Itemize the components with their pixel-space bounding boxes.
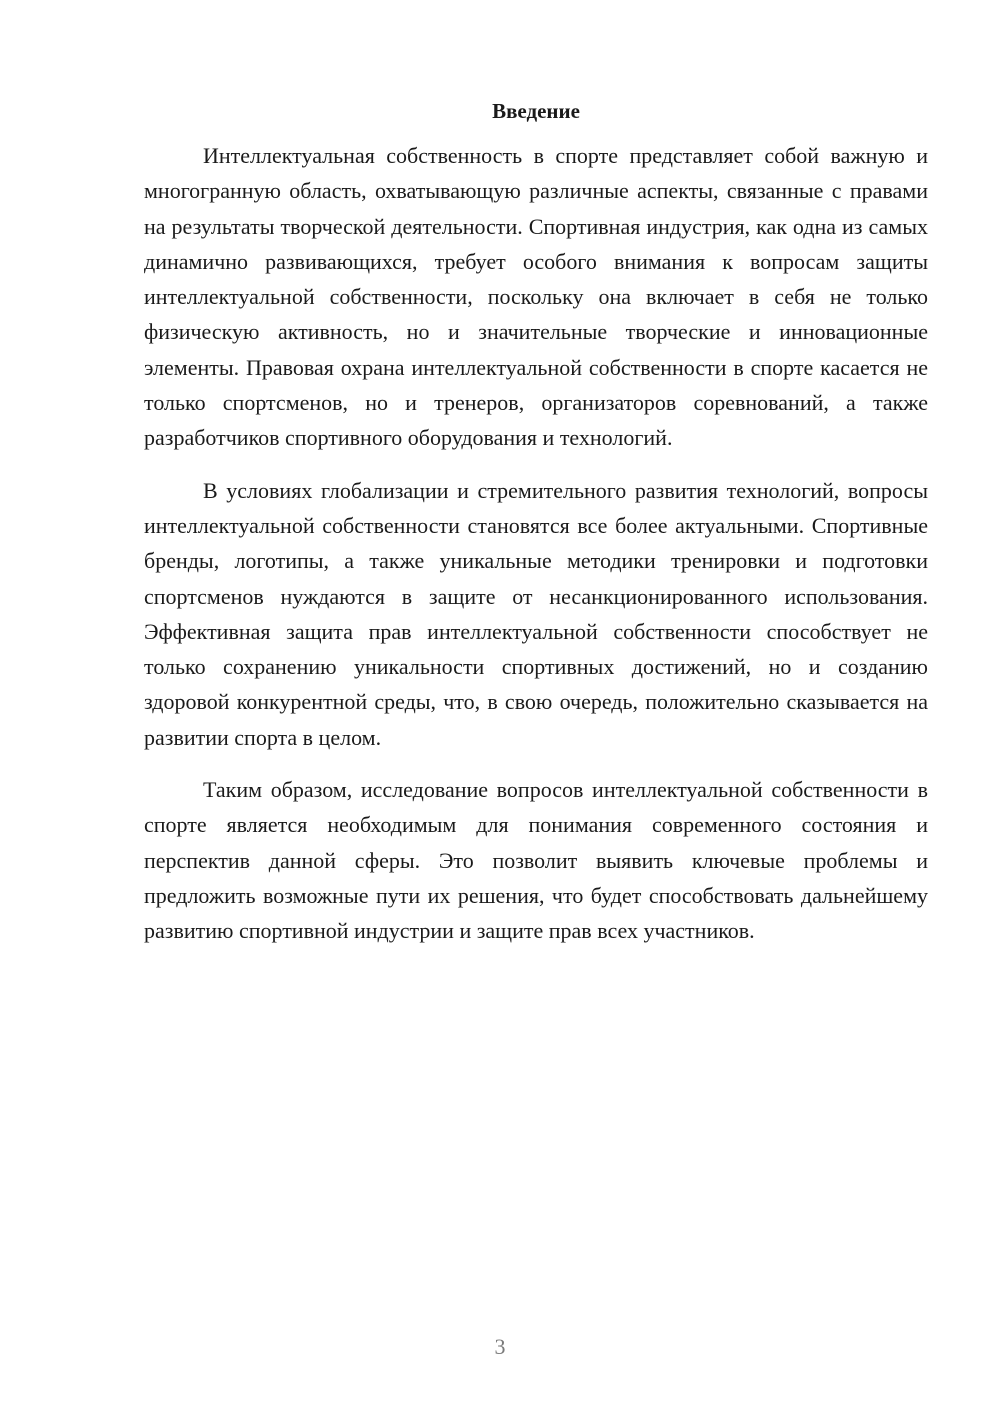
paragraph-3: Таким образом, исследование вопросов интеллектуальной собственности в спорте является необходимым для понимания современного состояния и перспектив данной сферы. Это позволит выявить ключевые проблемы и предложить возможные пути их решения, что будет способствовать дальнейшему развитию спортивной индустрии и защите прав всех участников.	[144, 777, 928, 944]
section-heading: Введение	[492, 99, 580, 123]
paragraph-1: Интеллектуальная собственность в спорте представляет собой важную и многогранную область, охватывающую различные аспекты, связанные с правами на результаты творческой деятельности. Спортивная индустрия, как одна из самых динамично развивающихся, требует особого внимания к вопросам защиты интеллектуальной собственности, поскольку она включает в себя не только физическую активность, но и значительные творческие и инновационные элементы. Правовая охрана интеллектуальной собственности в спорте касается не только спортсменов, но и тренеров, организаторов соревнований, а также разработчиков спортивного оборудования и технологий.	[144, 143, 928, 451]
page-number: 3	[494, 1334, 506, 1359]
paragraph-2: В условиях глобализации и стремительного развития технологий, вопросы интеллектуальной собственности становятся все более актуальными. Спортивные бренды, логотипы, а также уникальные методики тренировки и подготовки спортсменов нуждаются в защите от несанкционированного использования. Эффективная защита прав интеллектуальной собственности способствует не только сохранению уникальности спортивных достижений, но и созданию здоровой конкурентной среды, что, в свою очередь, положительно сказывается на развитии спорта в целом.	[144, 477, 928, 750]
page-content	[144, 96, 928, 966]
